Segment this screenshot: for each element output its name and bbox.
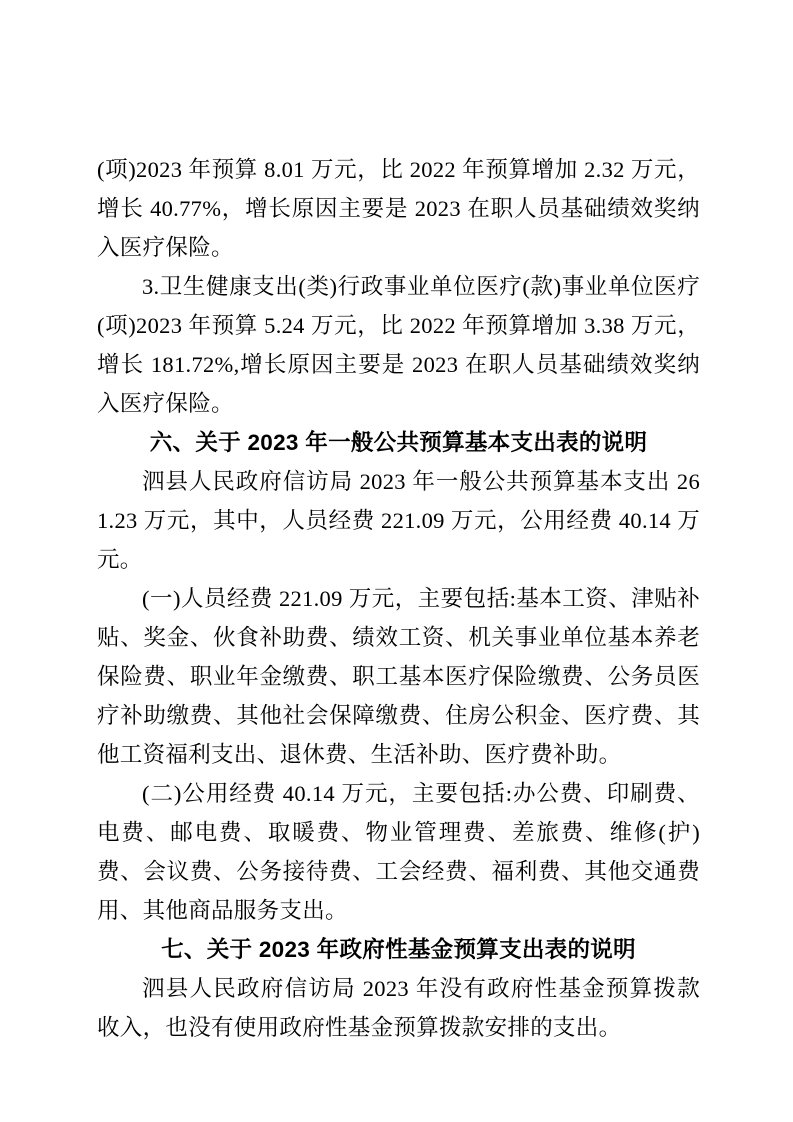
paragraph-government-fund-statement: 泗县人民政府信访局 2023 年没有政府性基金预算拨款收入，也没有使用政府性基金预算拨款安排的支出。: [97, 976, 700, 1040]
paragraph-personnel-funds: (一)人员经费 221.09 万元，主要包括:基本工资、津贴补贴、奖金、伙食补助费、绩效工资、机关事业单位基本养老保险费、职业年金缴费、职工基本医疗保险缴费、公务员医疗补助缴费、其他社会保障缴费、住房公积金、医疗费、其他工资福利支出、退休费、生活补助、医疗费补助。: [97, 586, 700, 767]
paragraph-medical-item-continuation: (项)2023 年预算 8.01 万元，比 2022 年预算增加 2.32 万元，增长 40.77%，增长原因主要是 2023 在职人员基础绩效奖纳入医疗保险。: [97, 157, 700, 260]
paragraph-basic-expenditure-total: 泗县人民政府信访局 2023 年一般公共预算基本支出 261.23 万元，其中，人员经费 221.09 万元，公用经费 40.14 万元。: [97, 469, 700, 572]
section-heading-six-basic-expenditure: 六、关于 2023 年一般公共预算基本支出表的说明: [149, 430, 648, 455]
paragraph-health-expenditure-item-3: 3.卫生健康支出(类)行政事业单位医疗(款)事业单位医疗(项)2023 年预算 5.24 万元，比 2022 年预算增加 3.38 万元，增长 181.72%,增长原因主要是 2023 在职人员基础绩效奖纳入医疗保险。: [97, 274, 700, 416]
section-heading-seven-government-fund: 七、关于 2023 年政府性基金预算支出表的说明: [161, 937, 636, 962]
paragraph-public-funds: (二)公用经费 40.14 万元，主要包括:办公费、印刷费、电费、邮电费、取暖费、物业管理费、差旅费、维修(护)费、会议费、公务接待费、工会经费、福利费、其他交通费用、其他商品服务支出。: [97, 781, 700, 923]
